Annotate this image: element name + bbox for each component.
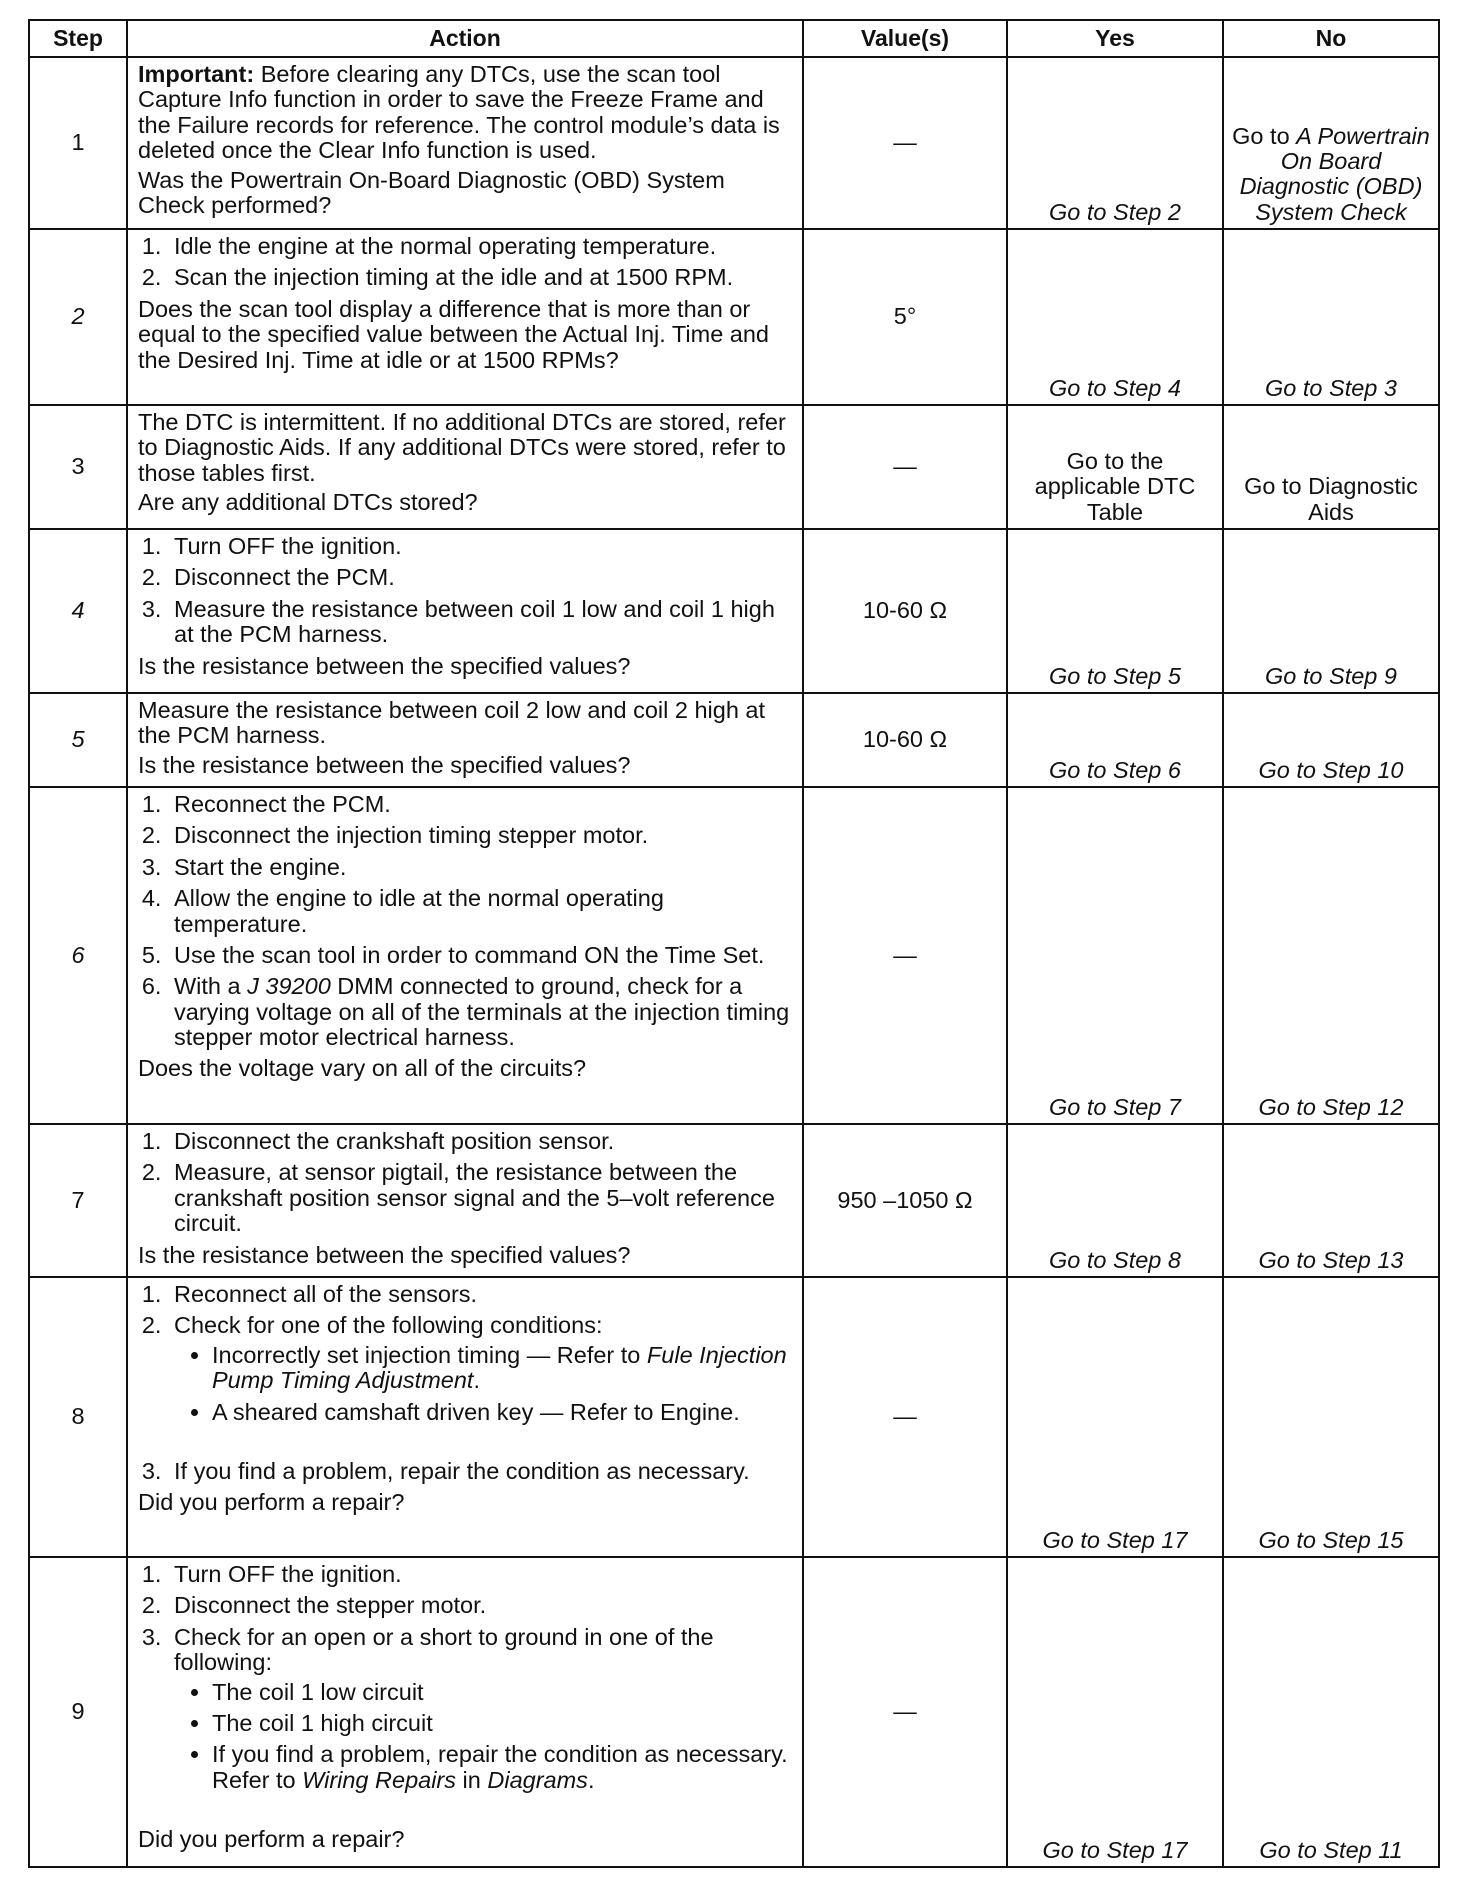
circuit-list	[174, 1680, 794, 1794]
action-step: 2. Scan the injection timing at the idle and at 1500 RPM.	[168, 265, 794, 290]
action-steps	[138, 234, 794, 291]
step-number: 8	[29, 1277, 127, 1557]
action-cell	[127, 57, 803, 229]
action-question: Does the voltage vary on all of the circuits?	[138, 1055, 587, 1082]
action-question: Does the scan tool display a difference that is more than or equal to the specified value between the Actual Inj. Time and the Desired Inj. Time at idle or at 1500 RPMs?	[138, 295, 770, 373]
bullet-item: • A sheared camshaft driven key — Refer to Engine.	[212, 1400, 794, 1425]
action-step: 2. Measure, at sensor pigtail, the resistance between the crankshaft position sensor signal and the 5–volt reference circuit.	[168, 1160, 794, 1236]
wiring-repairs-link[interactable]: Wiring Repairs	[302, 1766, 457, 1793]
table-row	[29, 1277, 1439, 1557]
action-question: Did you perform a repair?	[138, 1489, 405, 1516]
action-step	[168, 1625, 794, 1821]
diagnostic-table	[28, 19, 1440, 1868]
action-step: 3. If you find a problem, repair the condition as necessary.	[168, 1459, 794, 1484]
step-number: 9	[29, 1557, 127, 1867]
value-cell: —	[803, 787, 1007, 1124]
action-step: 4. Allow the engine to idle at the normal operating temperature.	[168, 886, 794, 937]
action-question: Is the resistance between the specified values?	[138, 652, 631, 679]
table-row	[29, 57, 1439, 229]
value-cell: 5°	[803, 229, 1007, 405]
step-number: 5	[29, 693, 127, 787]
no-cell: Go to Step 11	[1223, 1557, 1439, 1867]
action-step: 2. Disconnect the stepper motor.	[168, 1593, 794, 1618]
yes-cell: Go to Step 17	[1007, 1557, 1223, 1867]
step-number: 2	[29, 229, 127, 405]
action-cell	[127, 405, 803, 529]
obd-system-check-link[interactable]: A Powertrain On Board Diagnostic (OBD) System Check	[1239, 122, 1430, 225]
step-number: 3	[29, 405, 127, 529]
table-row	[29, 1124, 1439, 1277]
action-step: 2. Disconnect the injection timing stepper motor.	[168, 823, 794, 848]
value-cell: 10-60 Ω	[803, 529, 1007, 693]
no-cell: Go to Step 10	[1223, 693, 1439, 787]
bullet-item	[212, 1343, 794, 1394]
yes-cell: Go to Step 17	[1007, 1277, 1223, 1557]
table-row	[29, 405, 1439, 529]
no-cell: Go to Step 3	[1223, 229, 1439, 405]
value-cell: —	[803, 1277, 1007, 1557]
yes-cell: Go to the applicable DTC Table	[1007, 405, 1223, 529]
action-cell	[127, 1124, 803, 1277]
action-cell	[127, 529, 803, 693]
bullet-text: .	[587, 1766, 595, 1793]
value-cell: 950 –1050 Ω	[803, 1124, 1007, 1277]
action-cell	[127, 1557, 803, 1867]
action-text: The DTC is intermittent. If no additional DTCs are stored, refer to Diagnostic Aids. If any additional DTCs were stored, refer to those tables first.	[138, 409, 786, 486]
diagrams-link[interactable]: Diagrams	[487, 1766, 588, 1793]
header-no: No	[1223, 20, 1439, 57]
action-question: Was the Powertrain On-Board Diagnostic (OBD) System Check performed?	[138, 166, 725, 218]
step-text: 3. Check for an open or a short to ground in one of the following:	[174, 1623, 714, 1676]
step-text: With a	[174, 973, 248, 1000]
yes-cell: Go to Step 2	[1007, 57, 1223, 229]
spacer	[174, 1799, 794, 1821]
table-row	[29, 787, 1439, 1124]
header-values: Value(s)	[803, 20, 1007, 57]
header-yes: Yes	[1007, 20, 1223, 57]
value-cell: 10-60 Ω	[803, 693, 1007, 787]
header-action: Action	[127, 20, 803, 57]
bullet-item: • The coil 1 low circuit	[212, 1680, 794, 1705]
step-number: 7	[29, 1124, 127, 1277]
yes-cell: Go to Step 8	[1007, 1124, 1223, 1277]
step-text: 2. Check for one of the following conditions:	[174, 1312, 603, 1339]
yes-cell: Go to Step 4	[1007, 229, 1223, 405]
bullet-text: If you find a problem, repair the condition as necessary. Refer to	[212, 1741, 788, 1793]
important-note	[138, 62, 794, 164]
important-text: Before clearing any DTCs, use the scan tool Capture Info function in order to save the Freeze Frame and the Failure records for reference. The control module’s data is deleted once the Clear Info function is used.	[138, 61, 780, 164]
action-cell	[127, 787, 803, 1124]
action-step: 1. Reconnect all of the sensors.	[168, 1282, 794, 1307]
action-steps	[138, 1129, 794, 1237]
action-question: Are any additional DTCs stored?	[138, 489, 478, 516]
action-step: 2. Disconnect the PCM.	[168, 565, 794, 590]
yes-cell: Go to Step 5	[1007, 529, 1223, 693]
no-cell: Go to Step 13	[1223, 1124, 1439, 1277]
action-step	[168, 1313, 794, 1453]
bullet-text: in	[456, 1766, 488, 1793]
table-row	[29, 1557, 1439, 1867]
spacer	[174, 1431, 794, 1453]
header-step: Step	[29, 20, 127, 57]
action-steps	[138, 534, 794, 648]
table-row	[29, 693, 1439, 787]
table-row	[29, 229, 1439, 405]
action-step: 1. Disconnect the crankshaft position sensor.	[168, 1129, 794, 1154]
bullet-item	[212, 1742, 794, 1793]
no-cell: Go to Diagnostic Aids	[1223, 405, 1439, 529]
action-step: 5. Use the scan tool in order to command ON the Time Set.	[168, 943, 794, 968]
action-steps	[138, 1562, 794, 1821]
step-number: 6	[29, 787, 127, 1124]
step-number: 4	[29, 529, 127, 693]
bullet-text: Incorrectly set injection timing — Refer to	[212, 1341, 647, 1368]
action-step: 3. Measure the resistance between coil 1 low and coil 1 high at the PCM harness.	[168, 597, 794, 648]
no-cell	[1223, 57, 1439, 229]
timing-adjustment-link[interactable]: Fule Injection Pump Timing Adjustment	[212, 1341, 787, 1394]
action-text: Measure the resistance between coil 2 low and coil 2 high at the PCM harness.	[138, 697, 766, 749]
action-cell	[127, 693, 803, 787]
action-question: Is the resistance between the specified values?	[138, 751, 631, 778]
no-cell: Go to Step 15	[1223, 1277, 1439, 1557]
header-row	[29, 20, 1439, 57]
step-number: 1	[29, 57, 127, 229]
value-cell: —	[803, 405, 1007, 529]
action-step: 3. Start the engine.	[168, 855, 794, 880]
important-label: Important:	[138, 61, 255, 87]
bullet-item: • The coil 1 high circuit	[212, 1711, 794, 1736]
action-question: Did you perform a repair?	[138, 1826, 405, 1852]
bullet-text: .	[473, 1367, 480, 1394]
action-steps	[138, 1282, 794, 1484]
action-cell	[127, 229, 803, 405]
yes-cell: Go to Step 7	[1007, 787, 1223, 1124]
no-cell: Go to Step 12	[1223, 787, 1439, 1124]
value-cell: —	[803, 1557, 1007, 1867]
action-steps	[138, 792, 794, 1050]
action-step: 1. Reconnect the PCM.	[168, 792, 794, 817]
condition-list	[174, 1343, 794, 1425]
action-step: 1. Idle the engine at the normal operating temperature.	[168, 234, 794, 259]
action-cell	[127, 1277, 803, 1557]
action-step: 1. Turn OFF the ignition.	[168, 1562, 794, 1587]
no-prefix: Go to	[1232, 122, 1297, 149]
tool-reference: J 39200	[247, 973, 331, 1000]
yes-cell: Go to Step 6	[1007, 693, 1223, 787]
value-cell: —	[803, 57, 1007, 229]
action-step: 1. Turn OFF the ignition.	[168, 534, 794, 559]
step-text: DMM connected to ground, check for a varying voltage on all of the terminals at the injection timing stepper motor electrical harness.	[174, 973, 790, 1050]
no-cell: Go to Step 9	[1223, 529, 1439, 693]
action-question: Is the resistance between the specified values?	[138, 1241, 631, 1268]
table-row	[29, 529, 1439, 693]
action-step	[168, 974, 794, 1050]
